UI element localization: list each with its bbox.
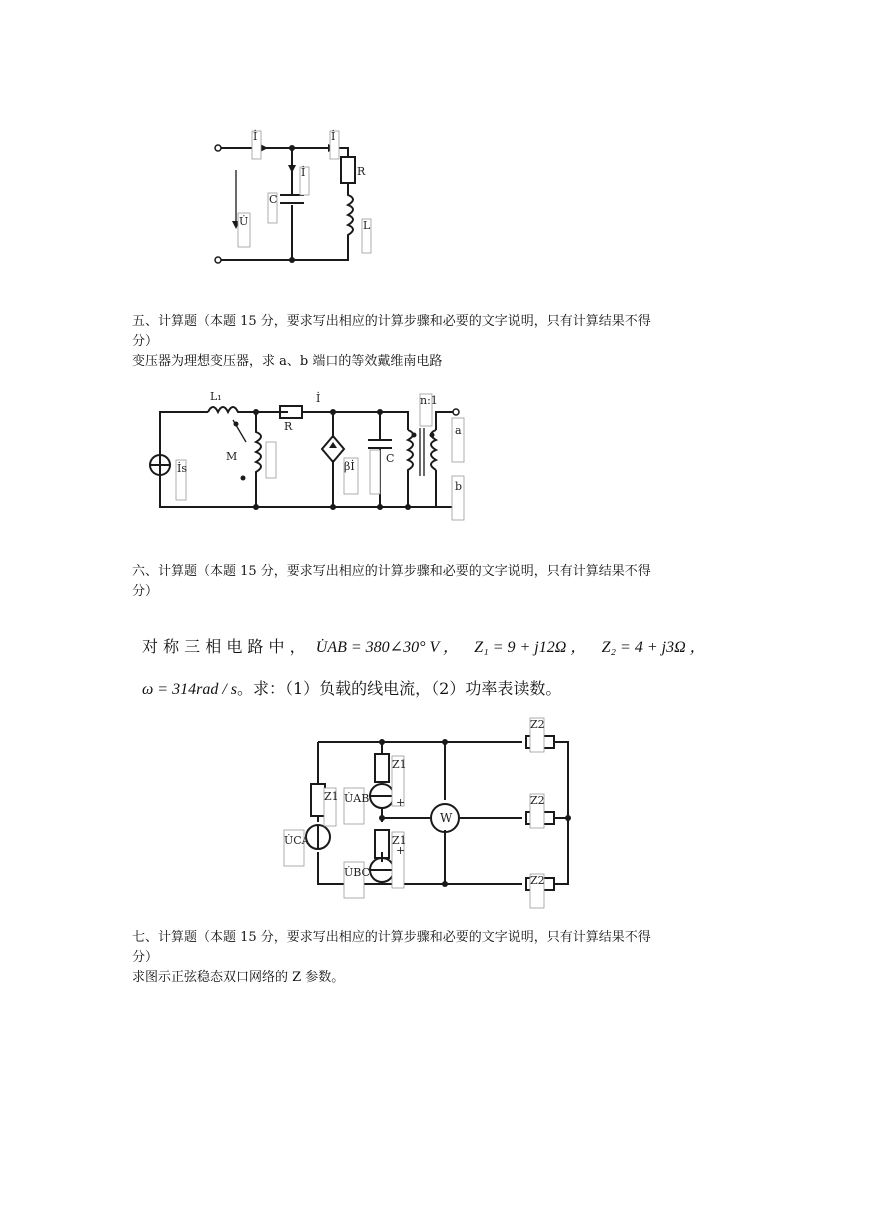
label-z1a: Z1 xyxy=(324,790,339,803)
q7-heading: 七、计算题（本题 15 分，要求写出相应的计算步骤和必要的文字说明，只有计算结果不得 xyxy=(132,930,651,945)
label-z2a: Z2 xyxy=(530,718,545,731)
label-c: C xyxy=(269,193,278,206)
question-7 xyxy=(132,928,742,988)
label-m: M xyxy=(226,450,238,463)
question-6 xyxy=(132,562,742,602)
label-uca: U̇CA xyxy=(284,834,310,847)
q7-body: 求图示正弦稳态双口网络的 Z 参数。 xyxy=(132,970,345,985)
label-is: İs xyxy=(177,462,187,475)
label-i3: İ xyxy=(301,166,306,179)
label-i2: İ xyxy=(331,130,336,143)
label-r2: R xyxy=(284,420,293,433)
label-plus2: + xyxy=(396,844,406,857)
label-z2c: Z2 xyxy=(530,874,545,887)
label-plus1: + xyxy=(396,796,406,809)
label-z2b: Z2 xyxy=(530,794,545,807)
figure-3-circuit xyxy=(280,712,580,912)
label-n: n:1 xyxy=(420,394,438,407)
q6-formula-line2 xyxy=(142,678,561,701)
q5-heading: 五、计算题（本题 15 分，要求写出相应的计算步骤和必要的文字说明，只有计算结果不得 xyxy=(132,314,651,329)
figure-2-circuit xyxy=(148,390,478,530)
label-ubc: U̇BC xyxy=(344,866,370,879)
label-z1c: Z1 xyxy=(392,834,407,847)
q6-heading: 六、计算题（本题 15 分，要求写出相应的计算步骤和必要的文字说明，只有计算结果不得 xyxy=(132,564,651,579)
label-beta: βİ xyxy=(344,460,355,473)
q6-z2: Z₂ = 4 + j3Ω ， xyxy=(601,639,706,656)
label-u: U̇ xyxy=(239,215,249,228)
label-r: R xyxy=(357,165,366,178)
label-c2: C xyxy=(386,452,395,465)
label-l: L xyxy=(363,219,371,232)
label-l1: L₁ xyxy=(210,390,222,403)
question-5 xyxy=(132,312,742,372)
q6-z1: Z₁ = 9 + j12Ω ， xyxy=(474,639,587,656)
q6-heading-cont: 分） xyxy=(132,584,159,599)
figure-1-circuit xyxy=(210,125,370,270)
q5-heading-cont: 分） xyxy=(132,334,159,349)
q6-uab: U̇AB = 380∠30° V ， xyxy=(315,639,459,656)
label-uab: U̇AB xyxy=(344,792,370,805)
q6-omega: ω = 314rad / s xyxy=(142,681,237,698)
label-i: İ xyxy=(316,392,321,405)
q6-line1-prefix: 对 称 三 相 电 路 中 ， xyxy=(142,637,306,656)
q7-heading-cont: 分） xyxy=(132,950,159,965)
q6-line2-suffix: 。求：（1）负载的线电流，（2）功率表读数。 xyxy=(237,679,562,698)
q5-body: 变压器为理想变压器，求 a、b 端口的等效戴维南电路 xyxy=(132,354,443,369)
label-a: a xyxy=(455,424,462,437)
label-i1: İ xyxy=(253,130,258,143)
label-w: W xyxy=(440,811,453,825)
label-z1b: Z1 xyxy=(392,758,407,771)
q6-formula-line1 xyxy=(142,636,706,659)
label-b: b xyxy=(455,480,463,493)
